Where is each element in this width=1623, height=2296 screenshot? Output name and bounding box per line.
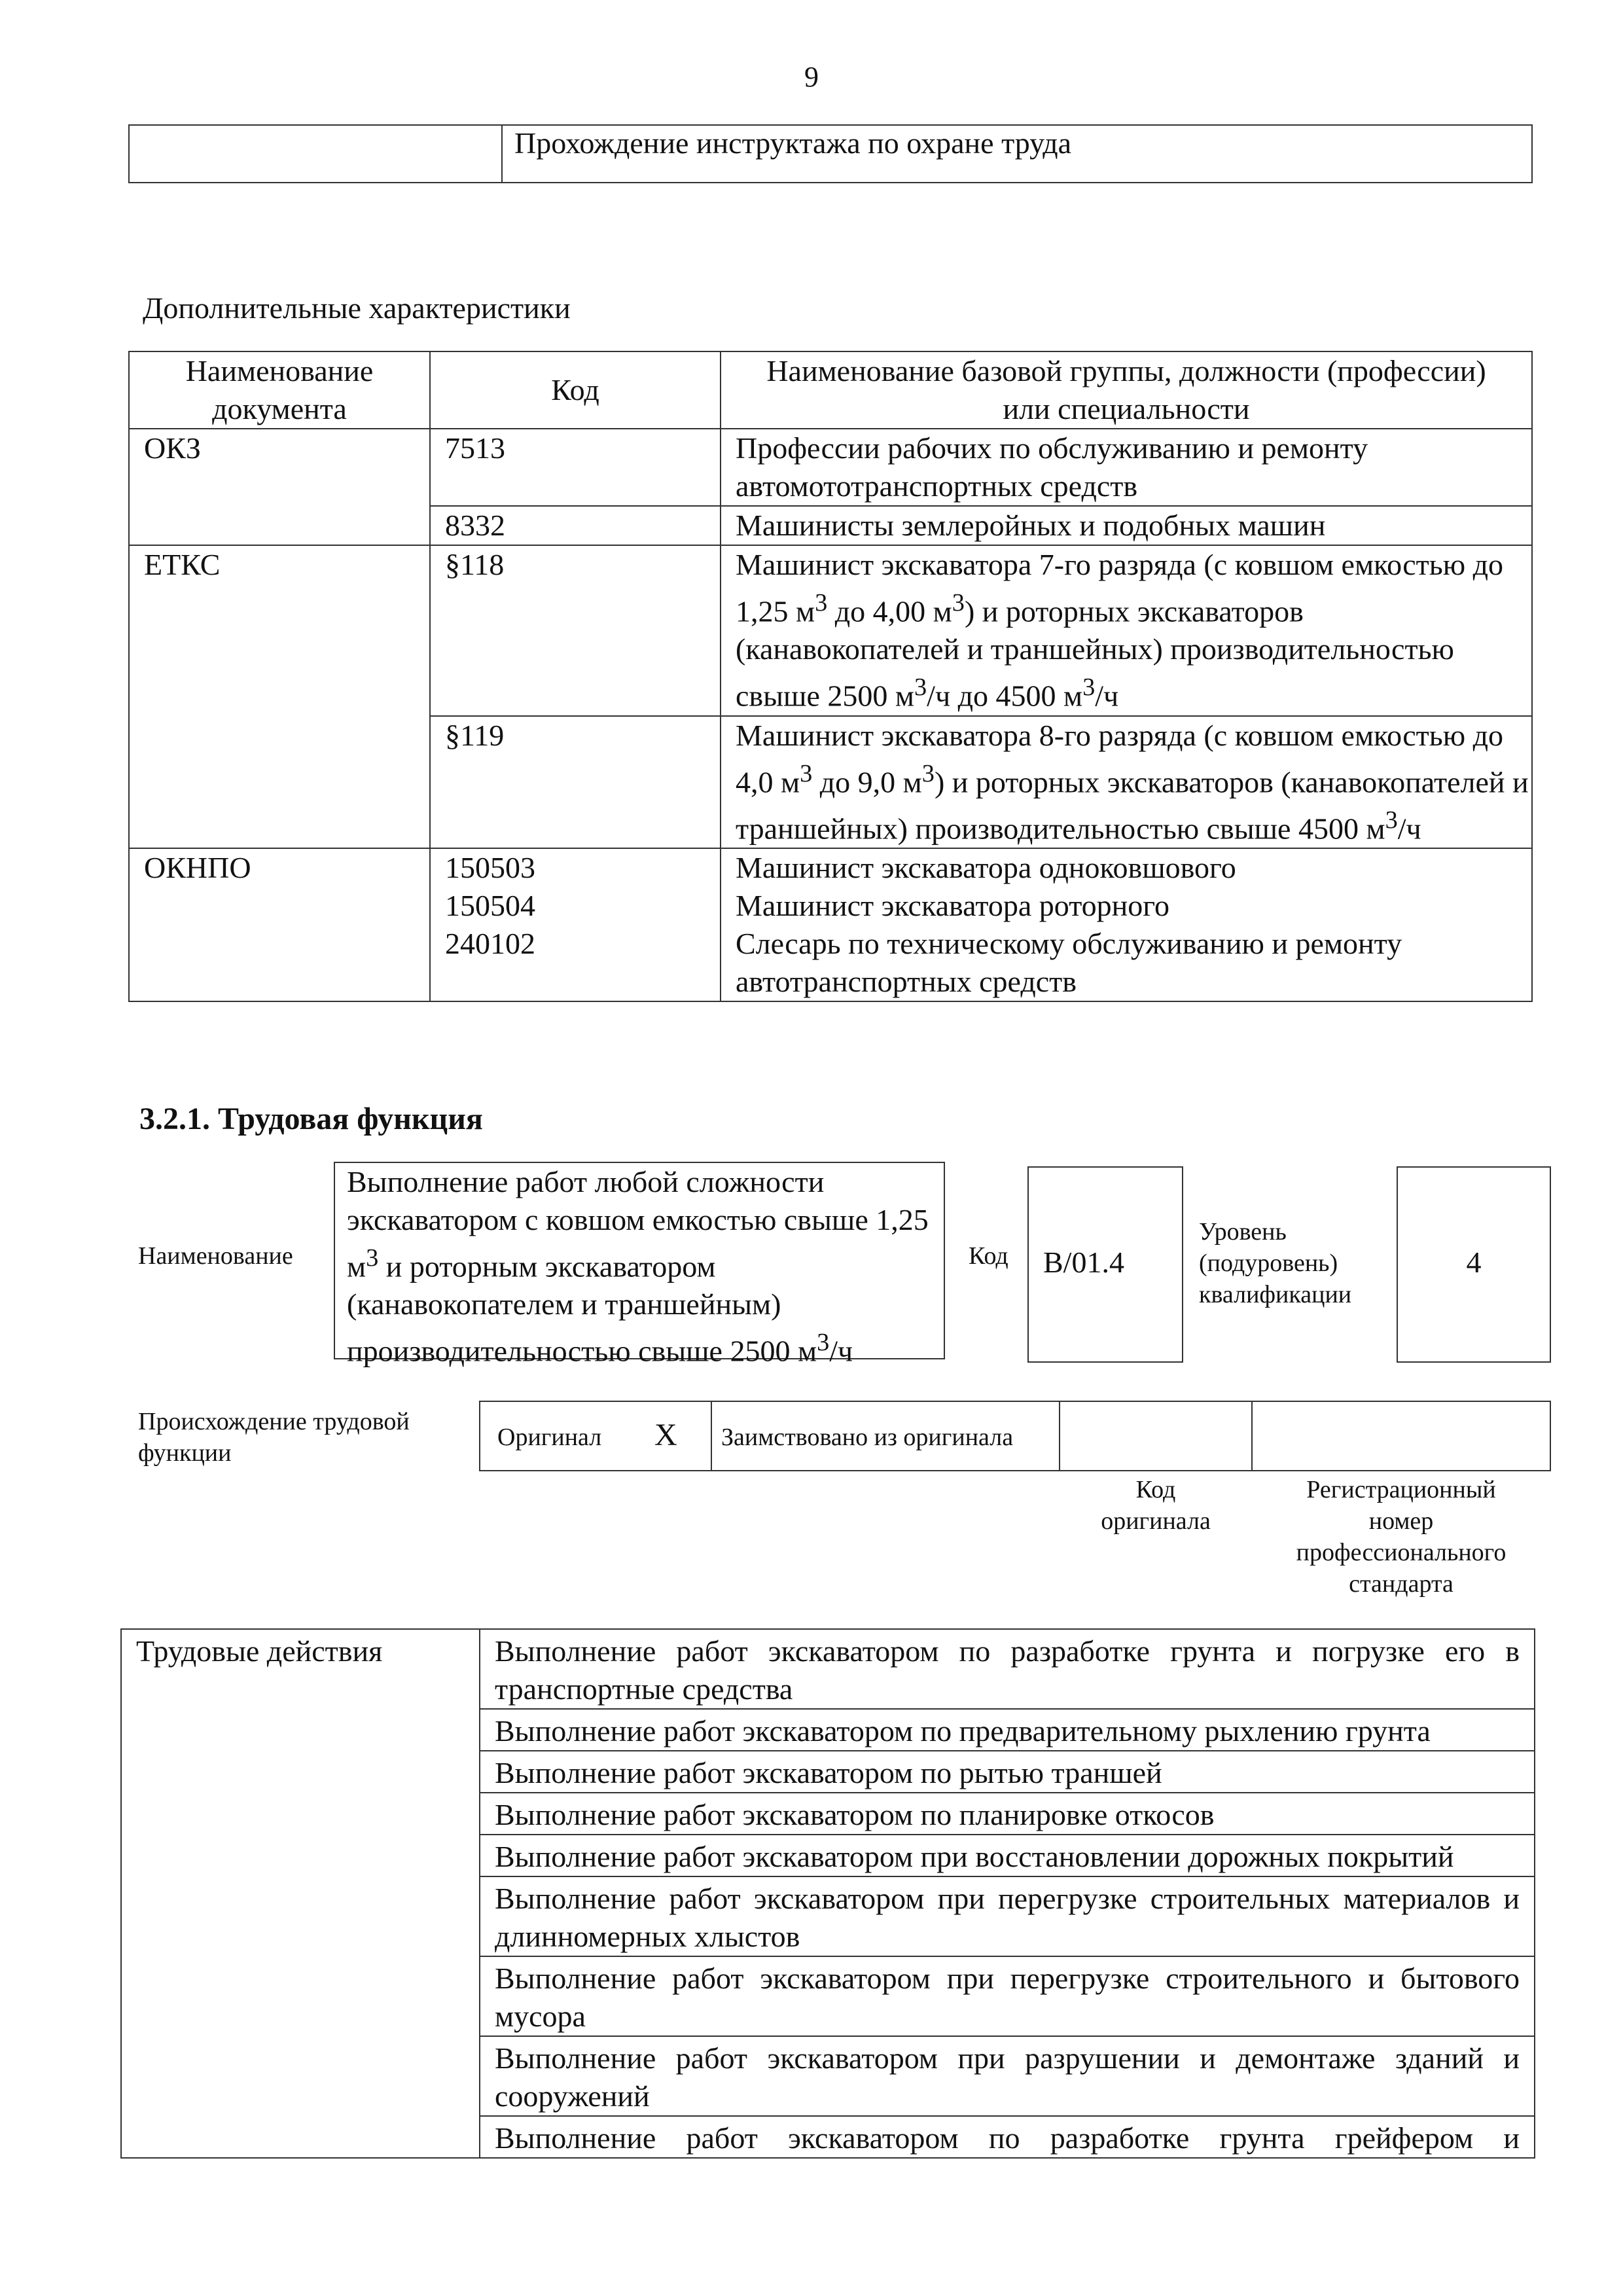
table-row xyxy=(129,545,1532,716)
header-code: Код xyxy=(430,351,721,429)
action-item: Выполнение работ экскаватором при восстановлении дорожных покрытий xyxy=(480,1835,1535,1876)
code-cell: 7513 xyxy=(430,429,721,506)
action-item: Выполнение работ экскаватором по разработке грунта грейфером и xyxy=(480,2116,1535,2158)
section-title: 3.2.1. Трудовая функция xyxy=(139,1102,483,1136)
level-label: Уровень (подуровень) квалификации xyxy=(1199,1218,1352,1308)
function-code-box: B/01.4 xyxy=(1027,1166,1183,1363)
action-item: Выполнение работ экскаватором по планировке откосов xyxy=(480,1793,1535,1835)
original-code-caption: Код оригинала xyxy=(1101,1476,1211,1535)
doc-okz: ОКЗ xyxy=(129,429,430,545)
code-cell: §118 xyxy=(430,545,721,716)
code-cell: 150503 150504 240102 xyxy=(430,848,721,1001)
action-item: Выполнение работ экскаватором при разрушении и демонтаже зданий и сооружений xyxy=(480,2036,1535,2116)
doc-etks: ЕТКС xyxy=(129,545,430,848)
page-number: 9 xyxy=(804,61,819,93)
origin-label: Происхождение трудовой функции xyxy=(138,1408,410,1467)
name-label: Наименование xyxy=(138,1242,293,1270)
table-header-row xyxy=(129,351,1532,429)
registration-number-cell xyxy=(1251,1401,1551,1471)
original-cell: Оригинал xyxy=(479,1401,712,1471)
top-row-table xyxy=(128,124,1533,183)
qualification-level-box: 4 xyxy=(1397,1166,1551,1363)
name-cell: Профессии рабочих по обслуживанию и ремонту автомототранспортных средств xyxy=(721,429,1532,506)
borrowed-cell: Заимствовано из оригинала xyxy=(711,1401,1060,1471)
header-name: Наименование базовой группы, должности (профессии) или специальности xyxy=(721,351,1532,429)
action-item: Выполнение работ экскаватором по предварительному рыхлению грунта xyxy=(480,1709,1535,1751)
labor-actions-table xyxy=(120,1628,1535,2159)
code-cell: 8332 xyxy=(430,506,721,545)
labor-actions-label: Трудовые действия xyxy=(121,1629,480,2158)
action-item: Выполнение работ экскаватором по разработке грунта и погрузке его в транспортные средства xyxy=(480,1629,1535,1709)
action-item: Выполнение работ экскаватором при перегрузке строительного и бытового мусора xyxy=(480,1956,1535,2036)
additional-characteristics-heading: Дополнительные характеристики xyxy=(143,291,571,325)
original-mark: X xyxy=(654,1418,677,1452)
header-document: Наименование документа xyxy=(129,351,430,429)
table-row xyxy=(129,848,1532,1001)
table-row xyxy=(121,1629,1535,1709)
top-row-empty-cell xyxy=(129,125,502,183)
doc-oknpo: ОКНПО xyxy=(129,848,430,1001)
action-item: Выполнение работ экскаватором по рытью траншей xyxy=(480,1751,1535,1793)
original-code-cell xyxy=(1059,1401,1253,1471)
name-cell: Машинист экскаватора 7-го разряда (с ковшом емкостью до 1,25 $м^3$ до 4,00 $м^3$) и роторных экскаваторов (канавокопателей и траншейных) производительностью свыше 2500 $м^3/ч$ до 4500 $м^3/ч$ xyxy=(721,545,1532,716)
name-cell: Машинист экскаватора одноковшового Машинист экскаватора роторного Слесарь по техническому обслуживанию и ремонту автотранспортных средств xyxy=(721,848,1532,1001)
name-cell: Машинист экскаватора 8-го разряда (с ковшом емкостью до 4,0 $м^3$ до 9,0 $м^3$) и роторных экскаваторов (канавокопателей и траншейных) производительностью свыше 4500 $м^3/ч$ xyxy=(721,716,1532,849)
code-label: Код xyxy=(969,1242,1008,1270)
table-row xyxy=(129,429,1532,506)
characteristics-table xyxy=(128,351,1533,1002)
top-row-text: Прохождение инструктажа по охране труда xyxy=(502,125,1532,183)
action-item: Выполнение работ экскаватором при перегрузке строительных материалов и длинномерных хлыстов xyxy=(480,1876,1535,1956)
function-name-box: Выполнение работ любой сложности экскаватором с ковшом емкостью свыше 1,25 $м^3$ и роторным экскаватором (канавокопателем и траншейным) производительностью свыше 2500 $м^3/ч$ xyxy=(334,1162,945,1359)
code-cell: §119 xyxy=(430,716,721,849)
registration-number-caption: Регистрационный номер профессионального стандарта xyxy=(1296,1476,1507,1598)
name-cell: Машинисты землеройных и подобных машин xyxy=(721,506,1532,545)
